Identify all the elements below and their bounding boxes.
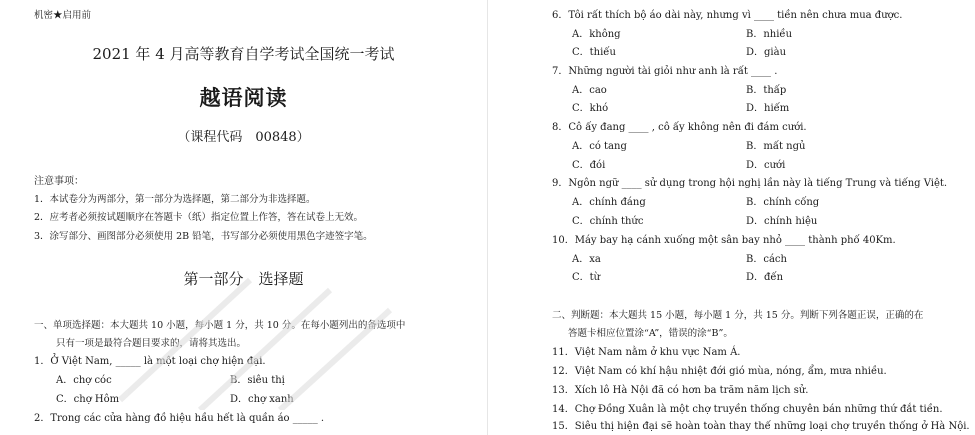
option: B．thấp [746, 85, 787, 96]
confidential-label: 机密★启用前 [34, 10, 92, 21]
option: A．xa [572, 254, 601, 265]
option: D．hiếm [746, 103, 790, 114]
option: C．chợ Hôm [56, 394, 120, 405]
option: C．thiếu [572, 47, 616, 58]
question-text: 9．Ngôn ngữ ____ sử dụng trong hội nghị lần này là tiếng Trung và tiếng Việt. [552, 178, 948, 189]
true-false-item: 15．Siêu thị hiện đại sẽ hoàn toàn thay thế những loại chợ truyền thống ở Hà Nội. [552, 421, 970, 432]
question-text: 7．Những người tài giỏi như anh là rất ____ . [552, 66, 778, 77]
option: A．cao [572, 85, 607, 96]
true-false-item: 11．Việt Nam nằm ở khu vực Nam Á. [552, 347, 741, 358]
right-page [488, 0, 975, 435]
option: A．có tang [572, 141, 627, 152]
true-false-item: 12．Việt Nam có khí hậu nhiệt đới gió mùa, nóng, ẩm, mưa nhiều. [552, 366, 887, 377]
option: A．chính đáng [572, 197, 646, 208]
notice-title: 注意事项： [34, 176, 84, 187]
section-heading-cont: 只有一项是最符合题目要求的，请将其选出。 [56, 338, 247, 349]
true-false-item: 14．Chợ Đồng Xuân là một chợ truyền thống chuyên bán những thứ đắt tiền. [552, 404, 943, 415]
option: A．chợ cóc [56, 375, 112, 386]
part-title: 第一部分 选择题 [183, 270, 304, 288]
question-text: 2．Trong các cửa hàng đồ hiệu hầu hết là quần áo _____ . [34, 413, 325, 424]
notice-item: 2．应考者必须按试题顺序在答题卡（纸）指定位置上作答，答在试卷上无效。 [34, 212, 364, 223]
section-heading: 二、判断题：本大题共 15 小题，每小题 1 分，共 15 分。判断下列各题正误，正确的在 [552, 310, 924, 321]
option: B．mất ngủ [746, 141, 806, 152]
question-text: 8．Cô ấy đang ____ , cô ấy không nên đi đám cưới. [552, 122, 807, 133]
true-false-item: 13．Xích lô Hà Nội đã có hơn ba trăm năm lịch sử. [552, 385, 809, 396]
option: C．khó [572, 103, 609, 114]
subject-title: 越语阅读 [199, 85, 288, 110]
option: C．đói [572, 160, 606, 171]
option: A．không [572, 29, 621, 40]
exam-title: 2021 年 4 月高等教育自学考试全国统一考试 [92, 45, 395, 63]
option: D．giàu [746, 47, 787, 58]
section-heading: 一、单项选择题：本大题共 10 小题，每小题 1 分，共 10 分。在每小题列出的备选项中 [34, 320, 406, 331]
question-text: 10．Máy bay hạ cánh xuống một sân bay nhỏ ____ thành phố 40Km. [552, 235, 896, 246]
section-heading-cont: 答题卡相应位置涂“A”，错误的涂“B”。 [568, 328, 733, 339]
option: B．nhiều [746, 29, 793, 40]
option: C．chính thức [572, 216, 644, 227]
notice-item: 1．本试卷分为两部分，第一部分为选择题，第二部分为非选择题。 [34, 194, 316, 205]
option: B．siêu thị [230, 375, 285, 386]
option: D．chợ xanh [230, 394, 294, 405]
notice-item: 3．涂写部分、画图部分必须使用 2B 铅笔，书写部分必须使用黑色字迹签字笔。 [34, 231, 373, 242]
option: D．chính hiệu [746, 216, 818, 227]
option: C．từ [572, 272, 601, 283]
question-text: 6．Tôi rất thích bộ áo dài này, nhưng vì ____ tiền nên chưa mua được. [552, 10, 903, 21]
option: B．cách [746, 254, 787, 265]
option: B．chính cống [746, 197, 820, 208]
option: D．đến [746, 272, 784, 283]
question-text: 1．Ở Việt Nam, _____ là một loại chợ hiện đại. [34, 356, 266, 367]
course-code: （课程代码 00848） [177, 130, 310, 145]
left-page [0, 0, 487, 435]
option: D．cưới [746, 160, 786, 171]
